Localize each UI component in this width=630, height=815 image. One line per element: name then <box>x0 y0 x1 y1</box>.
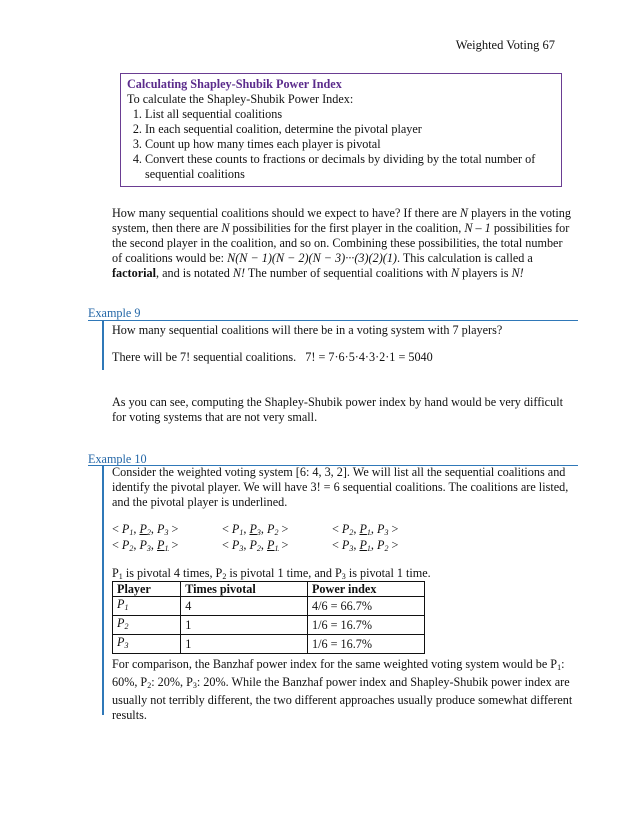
table-cell-player: $P_3$ <box>113 635 181 654</box>
procedure-title: Calculating Shapley-Shubik Power Index <box>127 77 342 91</box>
table-row <box>113 616 425 635</box>
table-cell-times: 4 <box>181 597 308 616</box>
procedure-step: 2. In each sequential coalition, determine the pivotal player <box>145 122 555 137</box>
coalition: < $P_1$, $P_2$, $P_3$ > <box>112 522 179 537</box>
example-10-label: Example 10 <box>88 452 147 466</box>
example-9-rule <box>88 320 578 321</box>
procedure-step: 1. List all sequential coalitions <box>145 107 555 122</box>
procedure-intro: To calculate the Shapley-Shubik Power Index: <box>127 92 354 106</box>
table-header: Times pivotal <box>181 582 308 597</box>
power-index-table <box>112 581 425 654</box>
coalition-row <box>112 522 472 538</box>
procedure-step: 3. Count up how many times each player is pivotal <box>145 137 555 152</box>
factorial-formula: N(N − 1)(N − 2)(N − 3)···(3)(2)(1) <box>227 251 397 265</box>
closing-paragraph: As you can see, computing the Shapley-Shubik power index by hand would be very difficult for voting systems that are not very small. <box>112 395 563 424</box>
table-cell-player: $P_2$ <box>113 616 181 635</box>
procedure-steps <box>127 107 555 182</box>
coalition: < $P_2$, $P_3$, $P_1$ > <box>112 538 179 553</box>
page-header: Weighted Voting 67 <box>455 38 555 52</box>
table-header-row <box>113 582 425 597</box>
table-cell-index: 1/6 = 16.7% <box>307 635 424 654</box>
table-cell-times: 1 <box>181 635 308 654</box>
table-row <box>113 635 425 654</box>
coalition: < $P_3$, $P_2$, $P_1$ > <box>222 538 289 553</box>
table-cell-player: $P_1$ <box>113 597 181 616</box>
table-cell-index: 4/6 = 66.7% <box>307 597 424 616</box>
example-9-math: 7! = 7·6·5·4·3·2·1 = 5040 <box>305 350 433 364</box>
coalition: < $P_2$, $P_1$, $P_3$ > <box>332 522 399 537</box>
procedure-box <box>120 73 562 187</box>
comparison-paragraph: For comparison, the Banzhaf power index for the same weighted voting system would be $P_1$: 60%, $P_2$: 20%, $P_3$: 20%. While the Banzhaf power index and Shapley-Shubik power index are usually not terribly different, the two different approaches usually produce somewhat different results. <box>112 657 573 722</box>
coalition-row <box>112 538 472 554</box>
coalition: < $P_1$, $P_3$, $P_2$ > <box>222 522 289 537</box>
example-9-answer: There will be 7! sequential coalitions. 7! = 7·6·5·4·3·2·1 = 5040 <box>112 350 433 364</box>
example-10-bar <box>102 465 104 715</box>
example-9-question: How many sequential coalitions will there be in a voting system with 7 players? <box>112 323 503 337</box>
table-row <box>113 597 425 616</box>
procedure-step: 4. Convert these counts to fractions or decimals by dividing by the total number of sequential coalitions <box>145 152 555 182</box>
example-9-label: Example 9 <box>88 306 141 320</box>
coalition: < $P_3$, $P_1$, $P_2$ > <box>332 538 399 553</box>
table-cell-times: 1 <box>181 616 308 635</box>
coalition-grid <box>112 522 472 554</box>
example-9-bar <box>102 320 104 370</box>
table-cell-index: 1/6 = 16.7% <box>307 616 424 635</box>
pivot-summary: $P_1$ is pivotal 4 times, $P_2$ is pivotal 1 time, and $P_3$ is pivotal 1 time. <box>112 566 431 581</box>
table-header: Player <box>113 582 181 597</box>
intro-paragraph: How many sequential coalitions should we expect to have? If there are N players in the voting system, then there are N possibilities for the first player in the coalition, N – 1 possibilities for the second player in the coalition, and so on. Combining these possibilities, the total number of coalitions would be: N(N − 1)(N − 2)(N − 3)···(3)(2)(1). This calculation is called a factorial, and is notated N! The number of sequential coalitions with N players is N! <box>112 206 571 280</box>
table-header: Power index <box>307 582 424 597</box>
example-10-intro: Consider the weighted voting system [6: 4, 3, 2]. We will list all the sequential coalitions and identify the pivotal player. We will have 3! = 6 sequential coalitions. The coalitions are listed, and the pivotal player is underlined. <box>112 465 569 509</box>
factorial-term: factorial <box>112 266 156 280</box>
